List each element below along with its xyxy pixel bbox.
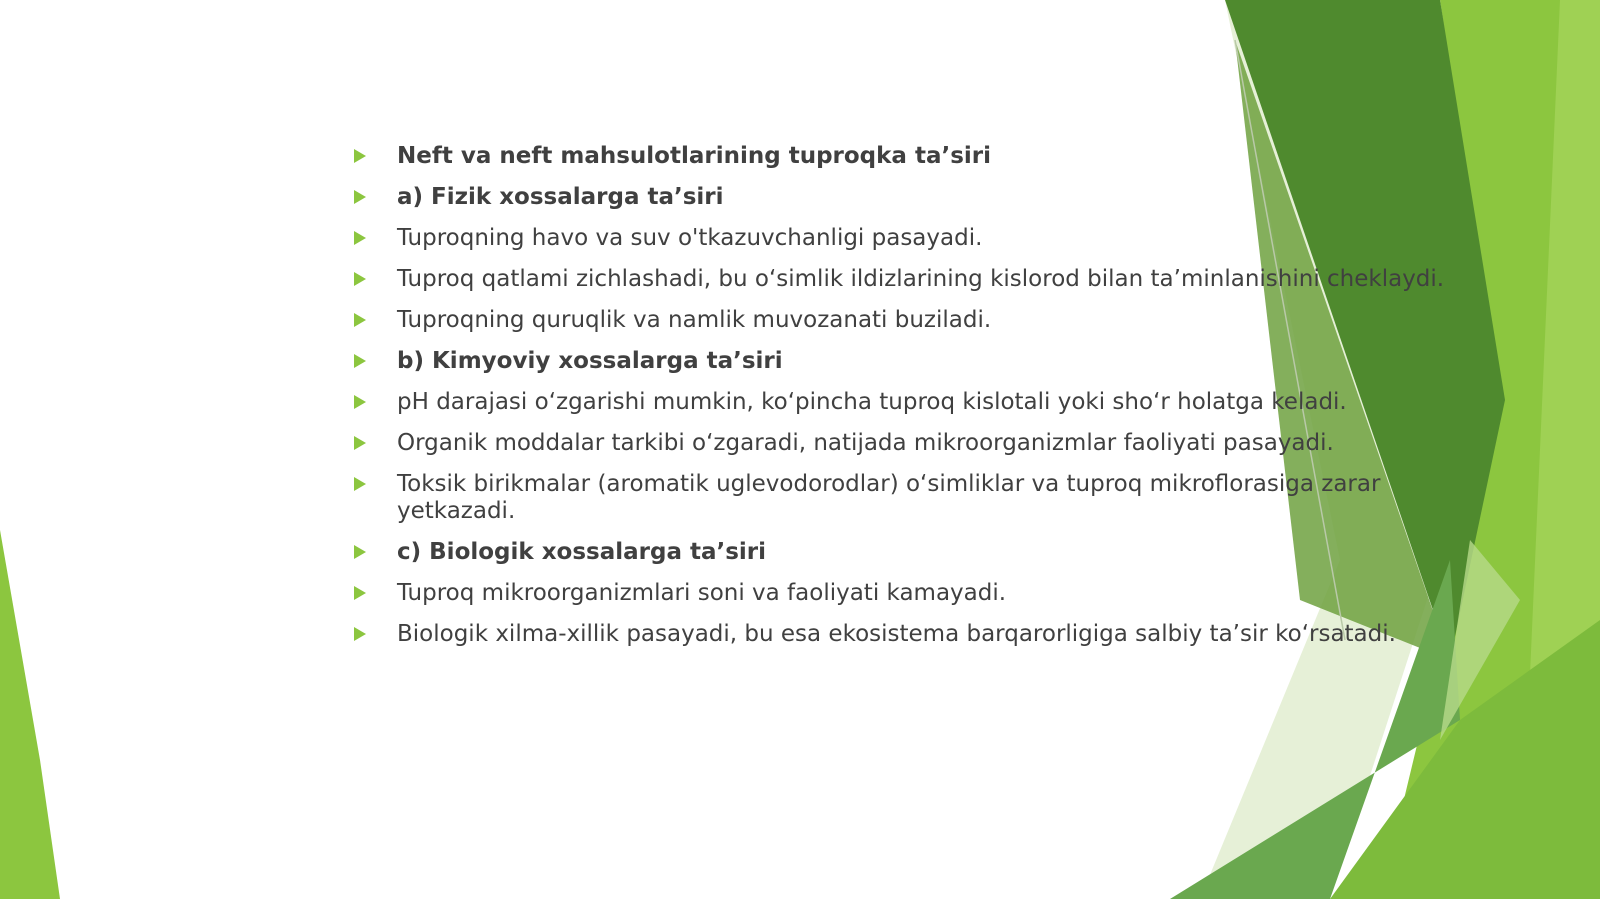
bullet-item: [352, 621, 1472, 648]
bullet-text: Tuproqning havo va suv o'tkazuvchanligi pasayadi.: [397, 225, 983, 251]
bullet-text: Organik moddalar tarkibi o‘zgaradi, natijada mikroorganizmlar faoliyati pasayadi.: [397, 430, 1334, 456]
bullet-text: b) Kimyoviy xossalarga ta’siri: [397, 348, 783, 374]
bullet-arrow-icon: [354, 627, 366, 641]
bullet-text: Biologik xilma-xillik pasayadi, bu esa ekosistema barqarorligiga salbiy ta’sir ko‘rsatadi.: [397, 621, 1396, 647]
bullet-arrow-icon: [354, 477, 366, 491]
bullet-text: Tuproq mikroorganizmlari soni va faoliyati kamayadi.: [397, 580, 1007, 606]
bullet-item: [352, 225, 1472, 252]
bullet-item-biological-heading: [352, 539, 1472, 566]
bullet-item-physical-heading: [352, 184, 1472, 211]
bullet-item: [352, 389, 1472, 416]
bullet-arrow-icon: [354, 149, 366, 163]
bullet-text: pH darajasi o‘zgarishi mumkin, ko‘pincha tuproq kislotali yoki sho‘r holatga keladi.: [397, 389, 1347, 415]
bullet-arrow-icon: [354, 545, 366, 559]
bullet-item: [352, 580, 1472, 607]
bullet-arrow-icon: [354, 436, 366, 450]
bullet-arrow-icon: [354, 395, 366, 409]
bullet-arrow-icon: [354, 586, 366, 600]
bullet-item: [352, 471, 1472, 525]
bullet-text: c) Biologik xossalarga ta’siri: [397, 539, 767, 565]
bullet-item: [352, 430, 1472, 457]
bullet-item: [352, 307, 1472, 334]
bullet-text: a) Fizik xossalarga ta’siri: [397, 184, 724, 210]
bullet-item-chemical-heading: [352, 348, 1472, 375]
bullet-text: Neft va neft mahsulotlarining tuproqka ta’siri: [397, 143, 992, 169]
bullet-arrow-icon: [354, 231, 366, 245]
bullet-item: [352, 266, 1472, 293]
bullet-arrow-icon: [354, 272, 366, 286]
bullet-text: Tuproqning quruqlik va namlik muvozanati buziladi.: [397, 307, 992, 333]
bullet-item-title: [352, 143, 1472, 170]
bullet-arrow-icon: [354, 313, 366, 327]
bullet-text: Tuproq qatlami zichlashadi, bu o‘simlik ildizlarining kislorod bilan ta’minlanishini cheklaydi.: [397, 266, 1445, 292]
bullet-arrow-icon: [354, 354, 366, 368]
bullet-arrow-icon: [354, 190, 366, 204]
bullet-list: [352, 143, 1472, 662]
facet-left: [0, 530, 60, 899]
bullet-text: Toksik birikmalar (aromatik uglevodorodlar) o‘simliklar va tuproq mikroflorasiga zarar yetkazadi.: [397, 471, 1381, 524]
